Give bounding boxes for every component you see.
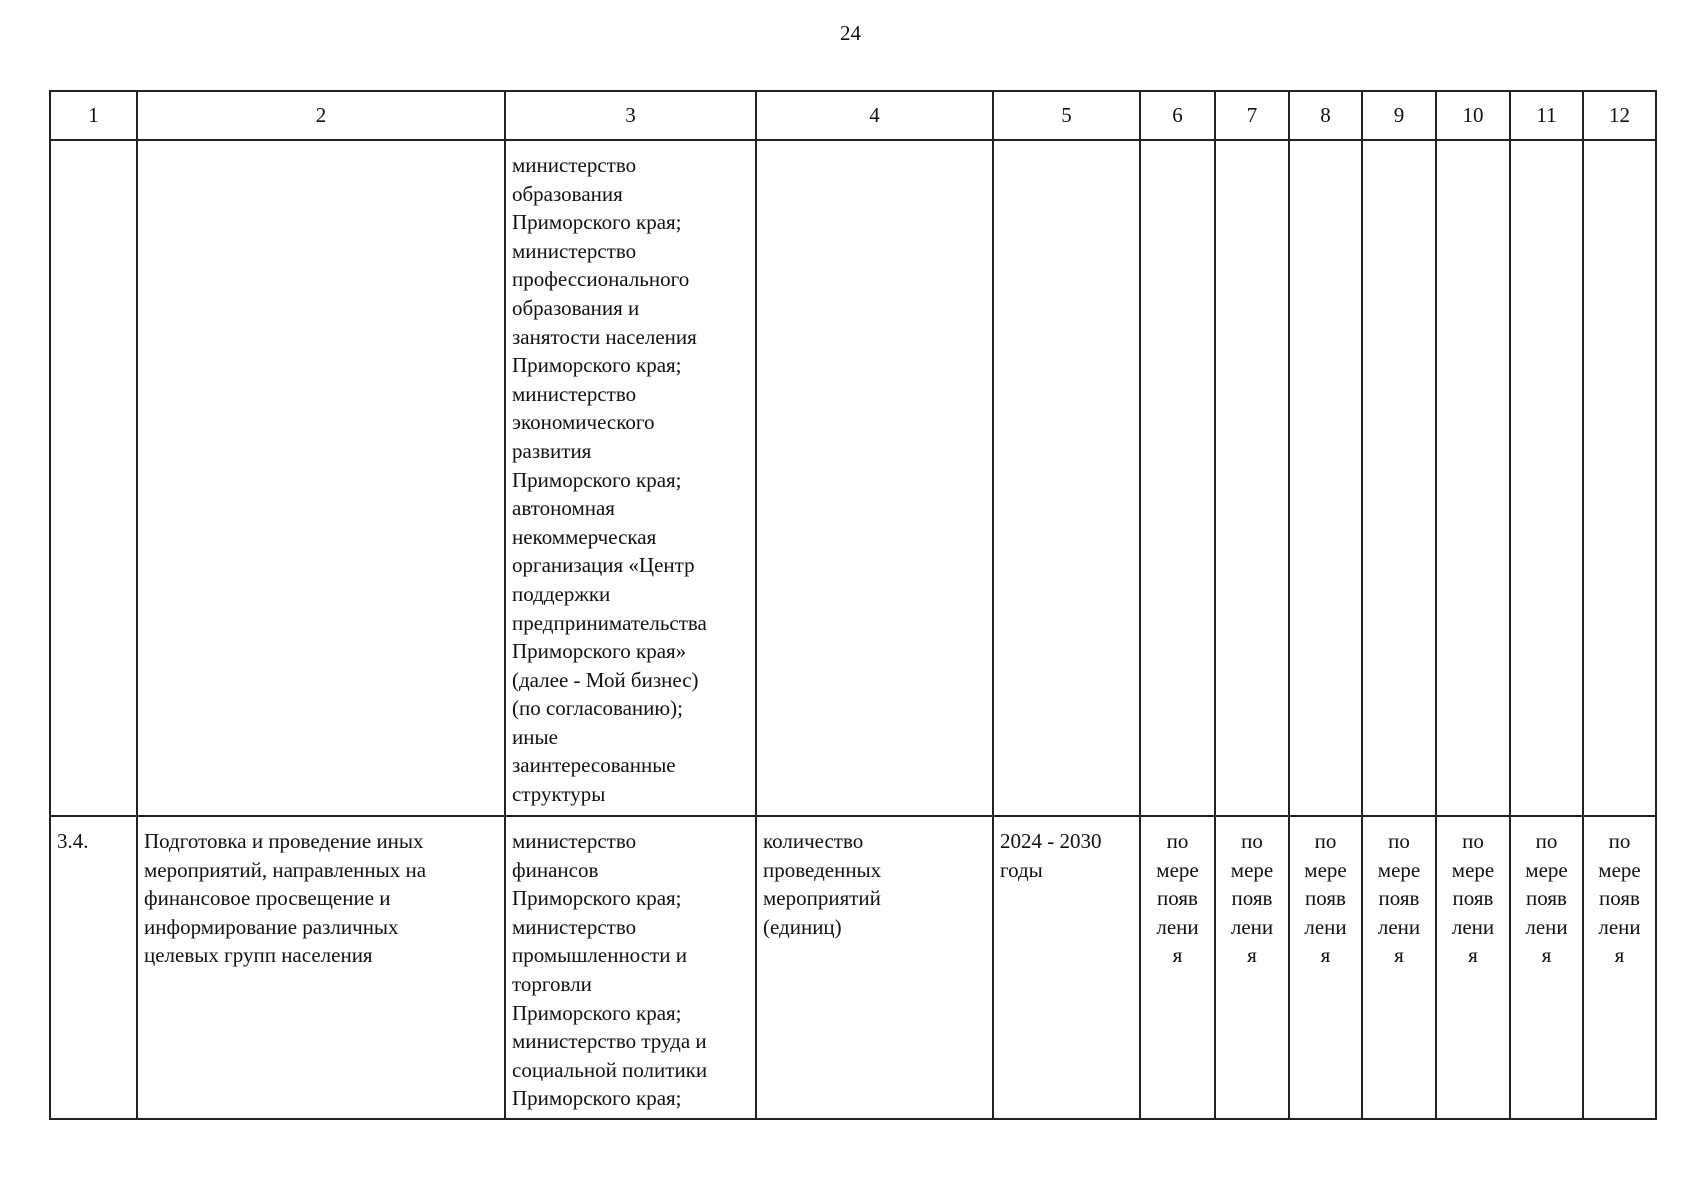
column-header: 3 — [505, 91, 756, 140]
column-header: 9 — [1362, 91, 1436, 140]
column-header: 12 — [1583, 91, 1656, 140]
year-cell — [1583, 140, 1656, 816]
measure-name-cell — [137, 140, 505, 816]
year-value: по мере появ лени я — [1525, 829, 1568, 968]
year-cell — [1510, 816, 1583, 1119]
measure-name: Подготовка и проведение иных мероприятий, направленных на финансовое просвещение и информирование различных целевых групп населения — [144, 829, 427, 968]
year-value: по мере появ лени я — [1451, 829, 1495, 968]
row-number: 3.4. — [57, 829, 89, 853]
year-cell — [1140, 816, 1215, 1119]
year-cell — [1583, 816, 1656, 1119]
indicator-cell — [756, 816, 993, 1119]
executors-text: министерство финансов Приморского края; министерство промышленности и торговли Приморского края; министерство труда и социальной политики Приморского края; — [512, 829, 708, 1111]
page-number: 24 — [840, 21, 861, 45]
table-row — [50, 816, 1656, 1119]
indicator-text — [757, 141, 992, 151]
year-cell — [1436, 816, 1510, 1119]
column-header: 6 — [1140, 91, 1215, 140]
column-header: 7 — [1215, 91, 1289, 140]
row-number — [51, 141, 136, 151]
year-value: по мере появ лени я — [1598, 829, 1641, 968]
indicator-cell — [756, 140, 993, 816]
year-value — [1511, 141, 1582, 151]
column-header: 5 — [993, 91, 1140, 140]
year-value — [1437, 141, 1509, 151]
measure-name-cell — [137, 816, 505, 1119]
year-value: по мере появ лени я — [1156, 829, 1199, 968]
indicator-text: количество проведенных мероприятий (единиц) — [763, 829, 882, 939]
table-row — [50, 140, 1656, 816]
year-value — [1363, 141, 1435, 151]
executors-text: министерство образования Приморского края; министерство профессионального образования и занятости населения Приморского края; министерство экономического развития Приморского края; автономная некоммерческая организация «Центр поддержки предпринимательства Приморского края» (далее - Мой бизнес) (по согласованию); иные заинтересованные структуры — [512, 153, 707, 807]
year-cell — [1436, 140, 1510, 816]
period-cell — [993, 140, 1140, 816]
column-header: 2 — [137, 91, 505, 140]
measures-table — [49, 90, 1657, 1120]
year-cell — [1362, 816, 1436, 1119]
year-value: по мере появ лени я — [1304, 829, 1347, 968]
period-cell — [993, 816, 1140, 1119]
row-number-cell — [50, 816, 137, 1119]
year-value: по мере появ лени я — [1377, 829, 1421, 968]
year-value — [1216, 141, 1288, 151]
year-cell — [1510, 140, 1583, 816]
column-header: 10 — [1436, 91, 1510, 140]
row-number-cell — [50, 140, 137, 816]
executors-cell — [505, 816, 756, 1119]
year-cell — [1215, 816, 1289, 1119]
year-cell — [1289, 816, 1362, 1119]
year-value — [1290, 141, 1361, 151]
column-header: 11 — [1510, 91, 1583, 140]
column-header: 4 — [756, 91, 993, 140]
column-header: 8 — [1289, 91, 1362, 140]
year-cell — [1289, 140, 1362, 816]
year-value: по мере появ лени я — [1230, 829, 1274, 968]
executors-cell — [505, 140, 756, 816]
period-text: 2024 - 2030 годы — [1000, 829, 1102, 882]
measure-name — [138, 141, 504, 151]
year-cell — [1140, 140, 1215, 816]
table-header-row — [50, 91, 1656, 140]
year-cell — [1362, 140, 1436, 816]
year-value — [1584, 141, 1655, 151]
column-header: 1 — [50, 91, 137, 140]
year-cell — [1215, 140, 1289, 816]
period-text — [994, 141, 1139, 151]
year-value — [1141, 141, 1214, 151]
